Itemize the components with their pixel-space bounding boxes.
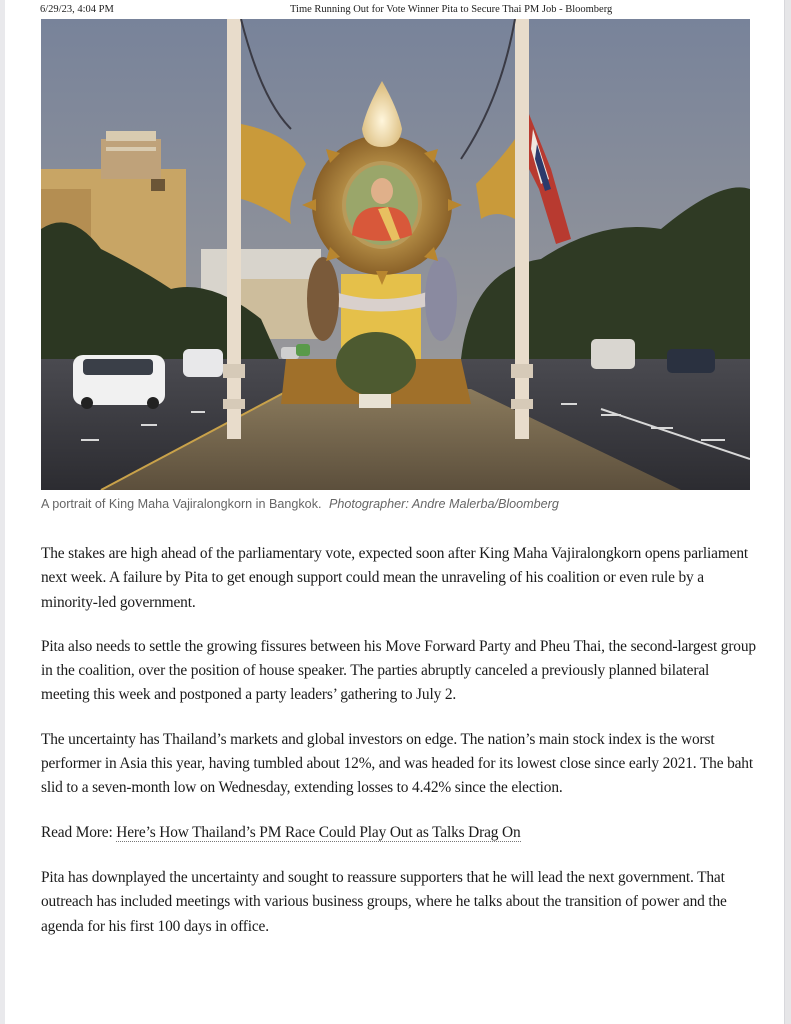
photo-credit: Photographer: Andre Malerba/Bloomberg — [329, 497, 559, 511]
photo-caption — [41, 497, 761, 511]
scrollbar[interactable] — [784, 0, 791, 1024]
article-paragraph: Pita has downplayed the uncertainty and sought to reassure supporters that he will lead the next government. That outreach has included meetings with various business groups, where he talks about the transition of power and the agenda for his first 100 days in office. — [41, 868, 727, 935]
print-header — [40, 2, 752, 18]
read-more-link[interactable]: Here’s How Thailand’s PM Race Could Play Out as Talks Drag On — [116, 823, 521, 841]
read-more — [41, 821, 756, 845]
article-paragraph: The stakes are high ahead of the parliamentary vote, expected soon after King Maha Vajiralongkorn opens parliament next week. A failure by Pita to get enough support could mean the unraveling of his coalition or even rule by a minority-led government. — [41, 545, 748, 611]
shrine-photo-illustration — [41, 19, 750, 490]
print-datetime: 6/29/23, 4:04 PM — [40, 4, 114, 15]
read-more-label: Read More: — [41, 823, 117, 841]
article-body — [41, 542, 756, 959]
article-photo — [41, 19, 750, 490]
article-paragraph: The uncertainty has Thailand’s markets and global investors on edge. The nation’s main stock index is the worst performer in Asia this year, having tumbled about 12%, and was headed for its lowest close since early 2021. The baht slid to a seven-month low on Wednesday, extending losses to 4.42% since the election. — [41, 730, 753, 797]
caption-text: A portrait of King Maha Vajiralongkorn in Bangkok. — [41, 497, 322, 511]
article-paragraph: Pita also needs to settle the growing fissures between his Move Forward Party and Pheu Thai, the second-largest group in the coalition, over the position of house speaker. The parties abruptly canceled a previously planned bilateral meeting this week and postponed a party leaders’ gathering to July 2. — [41, 637, 756, 704]
print-page-title: Time Running Out for Vote Winner Pita to Secure Thai PM Job - Bloomberg — [290, 4, 613, 15]
page-edge-left — [0, 0, 5, 1024]
